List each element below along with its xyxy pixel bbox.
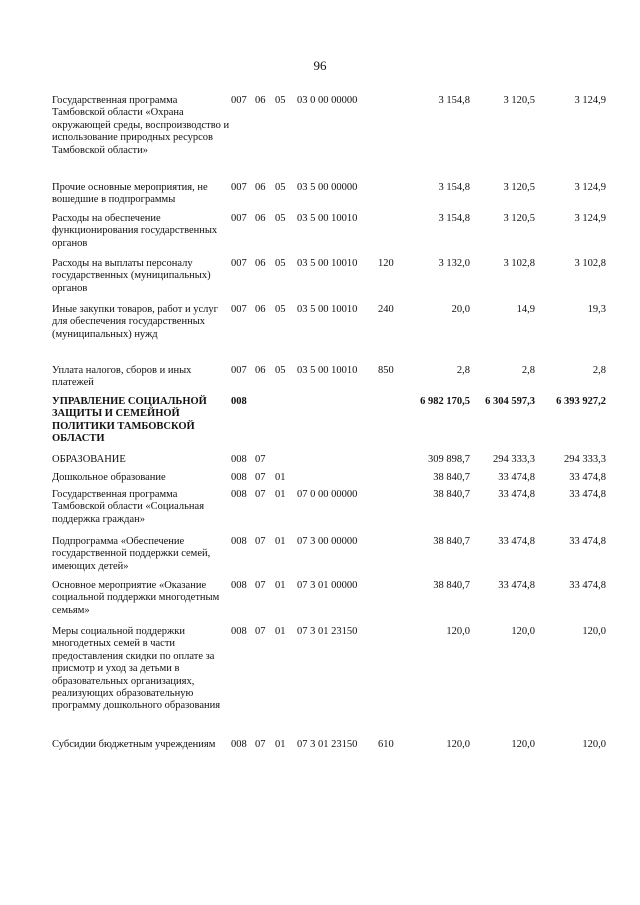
row-name: УПРАВЛЕНИЕ СОЦИАЛЬНОЙ ЗАЩИТЫ И СЕМЕЙНОЙ ПОЛИТИКИ ТАМБОВСКОЙ ОБЛАСТИ <box>52 396 207 445</box>
section-code: 07 <box>255 536 266 547</box>
row-name: Расходы на выплаты персоналу государственных (муниципальных) органов <box>52 258 211 294</box>
section-code: 07 <box>255 489 266 500</box>
amount-year-1: 3 132,0 <box>438 258 470 269</box>
subsection-code: 05 <box>275 258 286 269</box>
subsection-code: 05 <box>275 182 286 193</box>
amount-year-2: 3 102,8 <box>503 258 535 269</box>
row-name: Основное мероприятие «Оказание социальной поддержки многодетным семьям» <box>52 580 220 616</box>
subsection-code: 01 <box>275 489 286 500</box>
target-code: 07 0 00 00000 <box>297 489 358 500</box>
admin-code: 007 <box>231 182 247 193</box>
section-code: 07 <box>255 580 266 591</box>
amount-year-1: 120,0 <box>446 739 470 750</box>
target-code: 07 3 00 00000 <box>297 536 358 547</box>
amount-year-2: 3 120,5 <box>503 213 535 224</box>
amount-year-1: 3 154,8 <box>438 182 470 193</box>
section-code: 06 <box>255 304 266 315</box>
target-code: 03 5 00 10010 <box>297 258 358 269</box>
target-code: 03 5 00 10010 <box>297 365 358 376</box>
amount-year-2: 33 474,8 <box>498 489 535 500</box>
amount-year-3: 33 474,8 <box>569 489 606 500</box>
amount-year-3: 3 124,9 <box>574 213 606 224</box>
amount-year-1: 38 840,7 <box>433 580 470 591</box>
admin-code: 008 <box>231 626 247 637</box>
subsection-code: 01 <box>275 626 286 637</box>
section-code: 07 <box>255 472 266 483</box>
row-name: ОБРАЗОВАНИЕ <box>52 454 126 465</box>
admin-code: 007 <box>231 304 247 315</box>
row-name: Государственная программа Тамбовской области «Социальная поддержка граждан» <box>52 489 205 525</box>
subsection-code: 01 <box>275 536 286 547</box>
amount-year-3: 33 474,8 <box>569 536 606 547</box>
amount-year-1: 38 840,7 <box>433 489 470 500</box>
row-name: Подпрограмма «Обеспечение государственной поддержки семей, имеющих детей» <box>52 536 211 572</box>
amount-year-2: 33 474,8 <box>498 580 535 591</box>
target-code: 03 0 00 00000 <box>297 95 358 106</box>
amount-year-1: 309 898,7 <box>428 454 470 465</box>
amount-year-1: 6 982 170,5 <box>420 396 470 407</box>
subsection-code: 05 <box>275 95 286 106</box>
admin-code: 007 <box>231 95 247 106</box>
row-name: Дошкольное образование <box>52 472 166 483</box>
admin-code: 008 <box>231 489 247 500</box>
admin-code: 008 <box>231 454 247 465</box>
expense-type-code: 850 <box>378 365 394 376</box>
row-name: Прочие основные мероприятия, не вошедшие в подпрограммы <box>52 182 208 206</box>
row-name: Иные закупки товаров, работ и услуг для обеспечения государственных (муниципальных) нужд <box>52 304 218 340</box>
expense-type-code: 610 <box>378 739 394 750</box>
amount-year-1: 38 840,7 <box>433 472 470 483</box>
subsection-code: 05 <box>275 213 286 224</box>
target-code: 03 5 00 00000 <box>297 182 358 193</box>
row-name: Меры социальной поддержки многодетных семей в части предоставления скидки по оплате за присмотр и уход за детьми в образовательных организациях, реализующих образовательную программу дошкольного образования <box>52 626 221 712</box>
amount-year-2: 120,0 <box>511 626 535 637</box>
amount-year-1: 3 154,8 <box>438 95 470 106</box>
admin-code: 007 <box>231 365 247 376</box>
amount-year-2: 14,9 <box>516 304 535 315</box>
section-code: 06 <box>255 365 266 376</box>
amount-year-3: 33 474,8 <box>569 472 606 483</box>
admin-code: 008 <box>231 739 247 750</box>
expense-type-code: 240 <box>378 304 394 315</box>
amount-year-2: 294 333,3 <box>493 454 535 465</box>
amount-year-1: 20,0 <box>451 304 470 315</box>
section-code: 07 <box>255 626 266 637</box>
amount-year-1: 3 154,8 <box>438 213 470 224</box>
subsection-code: 05 <box>275 365 286 376</box>
amount-year-3: 33 474,8 <box>569 580 606 591</box>
amount-year-3: 3 124,9 <box>574 182 606 193</box>
amount-year-3: 3 124,9 <box>574 95 606 106</box>
section-code: 06 <box>255 95 266 106</box>
target-code: 07 3 01 00000 <box>297 580 358 591</box>
amount-year-1: 120,0 <box>446 626 470 637</box>
target-code: 07 3 01 23150 <box>297 626 358 637</box>
admin-code: 008 <box>231 472 247 483</box>
section-code: 07 <box>255 454 266 465</box>
amount-year-2: 33 474,8 <box>498 536 535 547</box>
amount-year-2: 120,0 <box>511 739 535 750</box>
amount-year-2: 2,8 <box>521 365 535 376</box>
admin-code: 008 <box>231 536 247 547</box>
subsection-code: 01 <box>275 580 286 591</box>
admin-code: 007 <box>231 258 247 269</box>
row-name: Субсидии бюджетным учреждениям <box>52 739 216 750</box>
section-code: 06 <box>255 182 266 193</box>
amount-year-2: 3 120,5 <box>503 182 535 193</box>
amount-year-2: 3 120,5 <box>503 95 535 106</box>
admin-code: 007 <box>231 213 247 224</box>
amount-year-2: 6 304 597,3 <box>485 396 535 407</box>
amount-year-3: 294 333,3 <box>564 454 606 465</box>
row-name: Расходы на обеспечение функционирования государственных органов <box>52 213 218 249</box>
amount-year-1: 38 840,7 <box>433 536 470 547</box>
section-code: 06 <box>255 258 266 269</box>
target-code: 03 5 00 10010 <box>297 304 358 315</box>
admin-code: 008 <box>231 580 247 591</box>
admin-code: 008 <box>231 396 247 407</box>
target-code: 07 3 01 23150 <box>297 739 358 750</box>
amount-year-3: 2,8 <box>592 365 606 376</box>
subsection-code: 01 <box>275 472 286 483</box>
subsection-code: 05 <box>275 304 286 315</box>
target-code: 03 5 00 10010 <box>297 213 358 224</box>
amount-year-2: 33 474,8 <box>498 472 535 483</box>
amount-year-3: 120,0 <box>582 626 606 637</box>
amount-year-3: 6 393 927,2 <box>556 396 606 407</box>
amount-year-3: 3 102,8 <box>574 258 606 269</box>
row-name: Государственная программа Тамбовской области «Охрана окружающей среды, воспроизводство и использование природных ресурсов Тамбовской области» <box>52 95 230 156</box>
expense-type-code: 120 <box>378 258 394 269</box>
amount-year-3: 19,3 <box>587 304 606 315</box>
amount-year-3: 120,0 <box>582 739 606 750</box>
page-number: 96 <box>313 58 327 73</box>
row-name: Уплата налогов, сборов и иных платежей <box>52 365 192 389</box>
section-code: 07 <box>255 739 266 750</box>
amount-year-1: 2,8 <box>456 365 470 376</box>
section-code: 06 <box>255 213 266 224</box>
subsection-code: 01 <box>275 739 286 750</box>
